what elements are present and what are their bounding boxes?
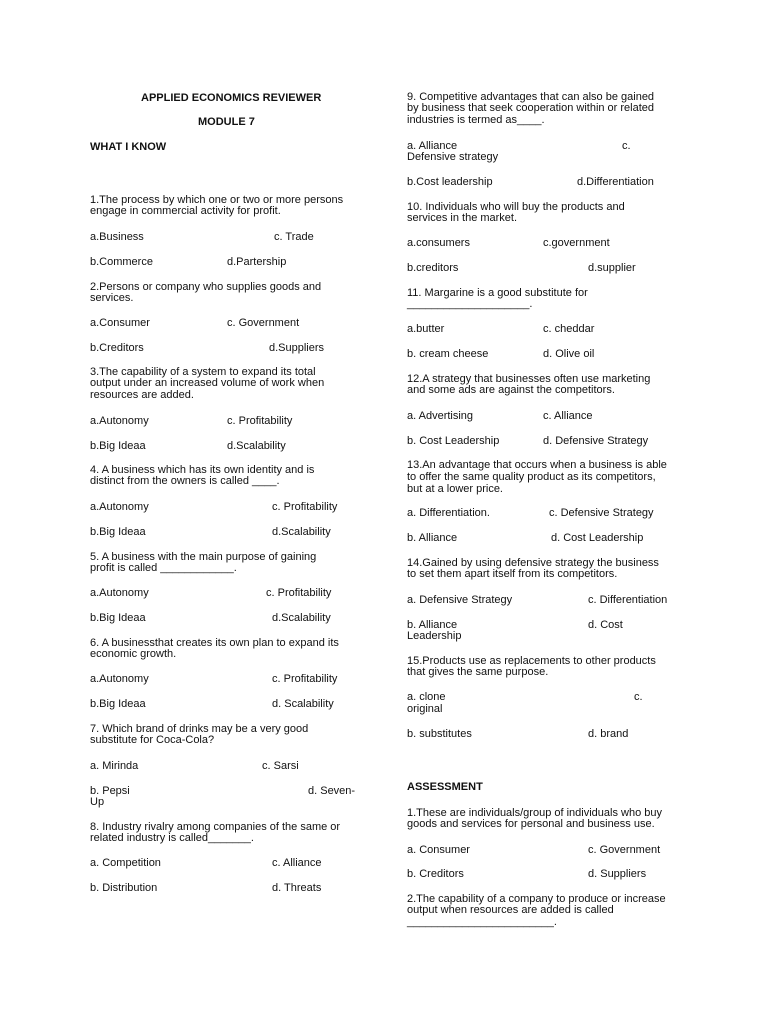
question-11-option-c: c. cheddar: [543, 323, 595, 335]
assessment-1-option-a: a. Consumer: [407, 844, 470, 856]
question-15-option-a: a. clone: [407, 691, 446, 703]
question-2-option-a: a.Consumer: [90, 317, 150, 329]
question-4-option-d: d.Scalability: [272, 526, 331, 538]
question-9-option-b: b.Cost leadership: [407, 176, 493, 188]
question-12-option-a: a. Advertising: [407, 410, 474, 422]
question-15-option-c: c.: [634, 691, 643, 703]
question-14-line-2: to set them apart itself from its competitors.: [407, 568, 618, 580]
question-10-option-c: c.government: [543, 237, 610, 249]
question-6-option-c: c. Profitability: [272, 673, 338, 685]
question-5-option-d: d.Scalability: [272, 612, 331, 624]
assessment-2-line-1: 2.The capability of a company to produce or increase: [407, 893, 666, 905]
question-11-option-b: b. cream cheese: [407, 348, 489, 360]
question-14-line-1: 14.Gained by using defensive strategy the business: [407, 557, 659, 569]
question-15-line-2: that gives the same purpose.: [407, 666, 549, 678]
question-3-line-2: output under an increased volume of work when: [90, 377, 325, 389]
question-13-option-b: b. Alliance: [407, 532, 458, 544]
question-5-option-c: c. Profitability: [266, 587, 332, 599]
question-13-option-a: a. Differentiation.: [407, 507, 490, 519]
question-8-line-2: related industry is called_______.: [90, 832, 254, 844]
question-9-line-2: by business that seek cooperation within or related: [407, 102, 655, 114]
question-12-option-d: d. Defensive Strategy: [543, 435, 649, 447]
question-7-option-a: a. Mirinda: [90, 760, 139, 772]
question-3-line-1: 3.The capability of a system to expand its total: [90, 366, 316, 378]
question-11-option-d: d. Olive oil: [543, 348, 595, 360]
question-5-option-a: a.Autonomy: [90, 587, 149, 599]
question-12-line-2: and some ads are against the competitors.: [407, 384, 615, 396]
question-3-option-d: d.Scalability: [227, 440, 286, 452]
question-14-option-b-wrap: Leadership: [407, 630, 462, 642]
question-6-line-2: economic growth.: [90, 648, 177, 660]
assessment-1-line-1: 1.These are individuals/group of individuals who buy: [407, 807, 662, 819]
question-9-option-c: c.: [622, 140, 631, 152]
question-6-option-b: b.Big Ideaa: [90, 698, 146, 710]
question-3-line-3: resources are added.: [90, 389, 194, 401]
question-15-option-b: b. substitutes: [407, 728, 472, 740]
question-2-option-d: d.Suppliers: [269, 342, 325, 354]
question-5-line-1: 5. A business with the main purpose of gaining: [90, 551, 317, 563]
question-7-option-b: b. Pepsi: [90, 785, 130, 797]
document-title: APPLIED ECONOMICS REVIEWER: [141, 92, 322, 104]
question-6-line-1: 6. A businessthat creates its own plan to expand its: [90, 637, 339, 649]
question-7-line-1: 7. Which brand of drinks may be a very good: [90, 723, 309, 735]
question-3-option-a: a.Autonomy: [90, 415, 149, 427]
question-12-option-b: b. Cost Leadership: [407, 435, 500, 447]
question-1-option-c: c. Trade: [274, 231, 314, 243]
question-4-line-1: 4. A business which has its own identity and is: [90, 464, 315, 476]
question-8-line-1: 8. Industry rivalry among companies of the same or: [90, 821, 341, 833]
section-heading: WHAT I KNOW: [90, 141, 167, 153]
question-14-option-d: d. Cost: [588, 619, 623, 631]
question-4-option-a: a.Autonomy: [90, 501, 149, 513]
assessment-1-line-2: goods and services for personal and business use.: [407, 818, 655, 830]
question-14-option-c: c. Differentiation: [588, 594, 668, 606]
question-15-option-d: d. brand: [588, 728, 629, 740]
question-2-line-1: 2.Persons or company who supplies goods and: [90, 281, 322, 293]
module-heading: MODULE 7: [198, 116, 255, 128]
assessment-1-option-d: d. Suppliers: [588, 868, 647, 880]
question-1-option-b: b.Commerce: [90, 256, 153, 268]
question-4-option-b: b.Big Ideaa: [90, 526, 146, 538]
question-9-option-a: a. Alliance: [407, 140, 458, 152]
question-1-option-a: a.Business: [90, 231, 144, 243]
question-1-line-2: engage in commercial activity for profit.: [90, 205, 281, 217]
question-4-option-c: c. Profitability: [272, 501, 338, 513]
question-8-option-b: b. Distribution: [90, 882, 158, 894]
question-6-option-a: a.Autonomy: [90, 673, 149, 685]
question-5-option-b: b.Big Ideaa: [90, 612, 146, 624]
question-13-line-1: 13.An advantage that occurs when a business is able: [407, 459, 667, 471]
question-12-option-c: c. Alliance: [543, 410, 593, 422]
question-10-option-b: b.creditors: [407, 262, 459, 274]
assessment-2-line-2: output when resources are added is called: [407, 904, 614, 916]
question-10-option-a: a.consumers: [407, 237, 470, 249]
question-4-line-2: distinct from the owners is called ____.: [90, 475, 280, 487]
question-9-line-3: industries is termed as____.: [407, 114, 545, 126]
assessment-1-option-c: c. Government: [588, 844, 661, 856]
assessment-1-option-b: b. Creditors: [407, 868, 464, 880]
question-11-line-1: 11. Margarine is a good substitute for: [407, 287, 588, 299]
question-9-option-c-wrap: Defensive strategy: [407, 151, 499, 163]
question-7-option-c: c. Sarsi: [262, 760, 299, 772]
question-1-line-1: 1.The process by which one or two or more persons: [90, 194, 344, 206]
question-8-option-a: a. Competition: [90, 857, 161, 869]
question-2-option-b: b.Creditors: [90, 342, 144, 354]
assessment-2-line-3: ________________________.: [407, 916, 557, 928]
question-7-line-2: substitute for Coca-Cola?: [90, 734, 215, 746]
question-14-option-b: b. Alliance: [407, 619, 458, 631]
assessment-heading: ASSESSMENT: [407, 781, 483, 793]
question-3-option-b: b.Big Ideaa: [90, 440, 146, 452]
question-10-line-1: 10. Individuals who will buy the products and: [407, 201, 625, 213]
question-12-line-1: 12.A strategy that businesses often use marketing: [407, 373, 651, 385]
question-2-line-2: services.: [90, 292, 134, 304]
question-2-option-c: c. Government: [227, 317, 300, 329]
question-15-line-1: 15.Products use as replacements to other products: [407, 655, 656, 667]
question-9-option-d: d.Differentiation: [577, 176, 654, 188]
question-3-option-c: c. Profitability: [227, 415, 293, 427]
question-15-option-a-wrap: original: [407, 703, 443, 715]
question-9-line-1: 9. Competitive advantages that can also be gained: [407, 91, 655, 103]
question-5-line-2: profit is called ____________.: [90, 562, 237, 574]
question-13-line-2: to offer the same quality product as its competitors,: [407, 471, 656, 483]
question-13-option-d: d. Cost Leadership: [551, 532, 644, 544]
question-10-line-2: services in the market.: [407, 212, 518, 224]
question-8-option-d: d. Threats: [272, 882, 322, 894]
question-13-option-c: c. Defensive Strategy: [549, 507, 654, 519]
question-6-option-d: d. Scalability: [272, 698, 334, 710]
question-14-option-a: a. Defensive Strategy: [407, 594, 513, 606]
question-11-option-a: a.butter: [407, 323, 445, 335]
question-7-option-d-wrap: Up: [90, 796, 105, 808]
question-1-option-d: d.Partership: [227, 256, 287, 268]
question-8-option-c: c. Alliance: [272, 857, 322, 869]
question-10-option-d: d.supplier: [588, 262, 636, 274]
question-13-line-3: but at a lower price.: [407, 483, 503, 495]
question-7-option-d: d. Seven-: [308, 785, 356, 797]
question-11-line-2: ____________________.: [407, 298, 533, 310]
